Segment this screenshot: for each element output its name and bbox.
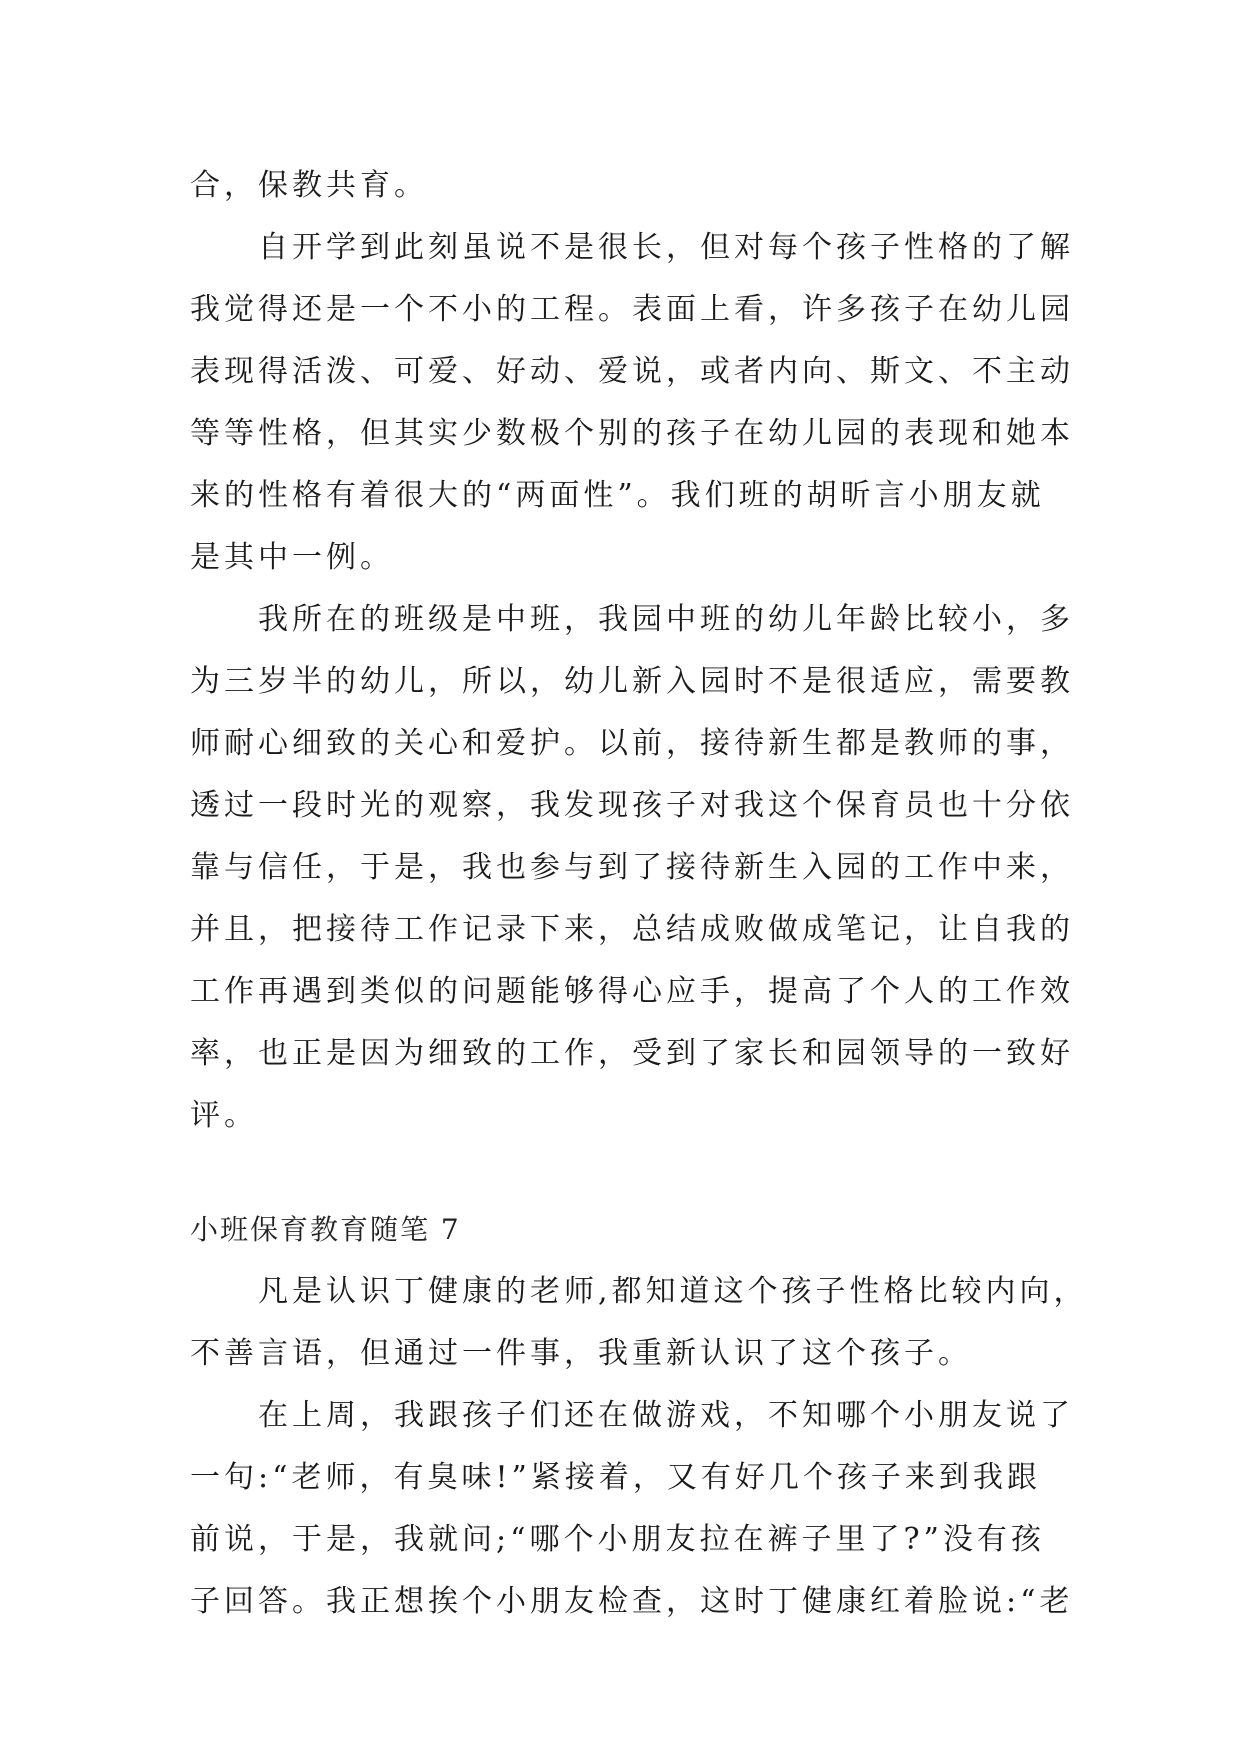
paragraph-line: 工作再遇到类似的问题能够得心应手，提高了个人的工作效 [190,974,1074,1009]
paragraph-line: 凡是认识丁健康的老师,都知道这个孩子性格比较内向， [258,1274,1088,1309]
paragraph-line: 并且，把接待工作记录下来，总结成败做成笔记，让自我的 [190,912,1074,947]
paragraph-line: 率，也正是因为细致的工作，受到了家长和园领导的一致好 [190,1036,1074,1071]
paragraph-line: 自开学到此刻虽说不是很长，但对每个孩子性格的了解 [258,230,1074,265]
paragraph-line: 一句:“老师，有臭味!”紧接着，又有好几个孩子来到我跟 [190,1460,1041,1495]
paragraph-line: 不善言语，但通过一件事，我重新认识了这个孩子。 [190,1336,972,1371]
document-body [190,155,1088,1633]
paragraph-line: 前说，于是，我就问;“哪个小朋友拉在裤子里了?”没有孩 [190,1522,1045,1557]
paragraph-line: 师耐心细致的关心和爱护。以前，接待新生都是教师的事， [190,726,1074,761]
paragraph-line: 透过一段时光的观察，我发现孩子对我这个保育员也十分依 [190,788,1074,823]
section-gap [190,1147,1050,1203]
paragraph-3 [190,589,1074,1147]
paragraph-line: 子回答。我正想挨个小朋友检查，这时丁健康红着脸说:“老 [190,1584,1074,1619]
paragraph-line: 我觉得还是一个不小的工程。表面上看，许多孩子在幼儿园 [190,292,1074,327]
paragraph-1 [190,155,1050,217]
paragraph-2 [190,217,1074,589]
paragraph-line: 为三岁半的幼儿，所以，幼儿新入园时不是很适应，需要教 [190,664,1074,699]
paragraph-5 [190,1385,1074,1633]
section-heading: 小班保育教育随笔 7 [190,1213,461,1246]
paragraph-line: 在上周，我跟孩子们还在做游戏，不知哪个小朋友说了 [258,1398,1074,1433]
paragraph-line: 靠与信任，于是，我也参与到了接待新生入园的工作中来， [190,850,1074,885]
paragraph-line: 我所在的班级是中班，我园中班的幼儿年龄比较小，多 [258,602,1074,637]
paragraph-line: 来的性格有着很大的“两面性”。我们班的胡昕言小朋友就 [190,478,1045,513]
paragraph-line: 等等性格，但其实少数极个别的孩子在幼儿园的表现和她本 [190,416,1074,451]
paragraph-line: 是其中一例。 [190,540,394,575]
paragraph-line: 评。 [190,1098,258,1133]
paragraph-line: 表现得活泼、可爱、好动、爱说，或者内向、斯文、不主动 [190,354,1074,389]
paragraph-line: 合，保教共育。 [190,168,428,203]
paragraph-4 [190,1261,1088,1385]
